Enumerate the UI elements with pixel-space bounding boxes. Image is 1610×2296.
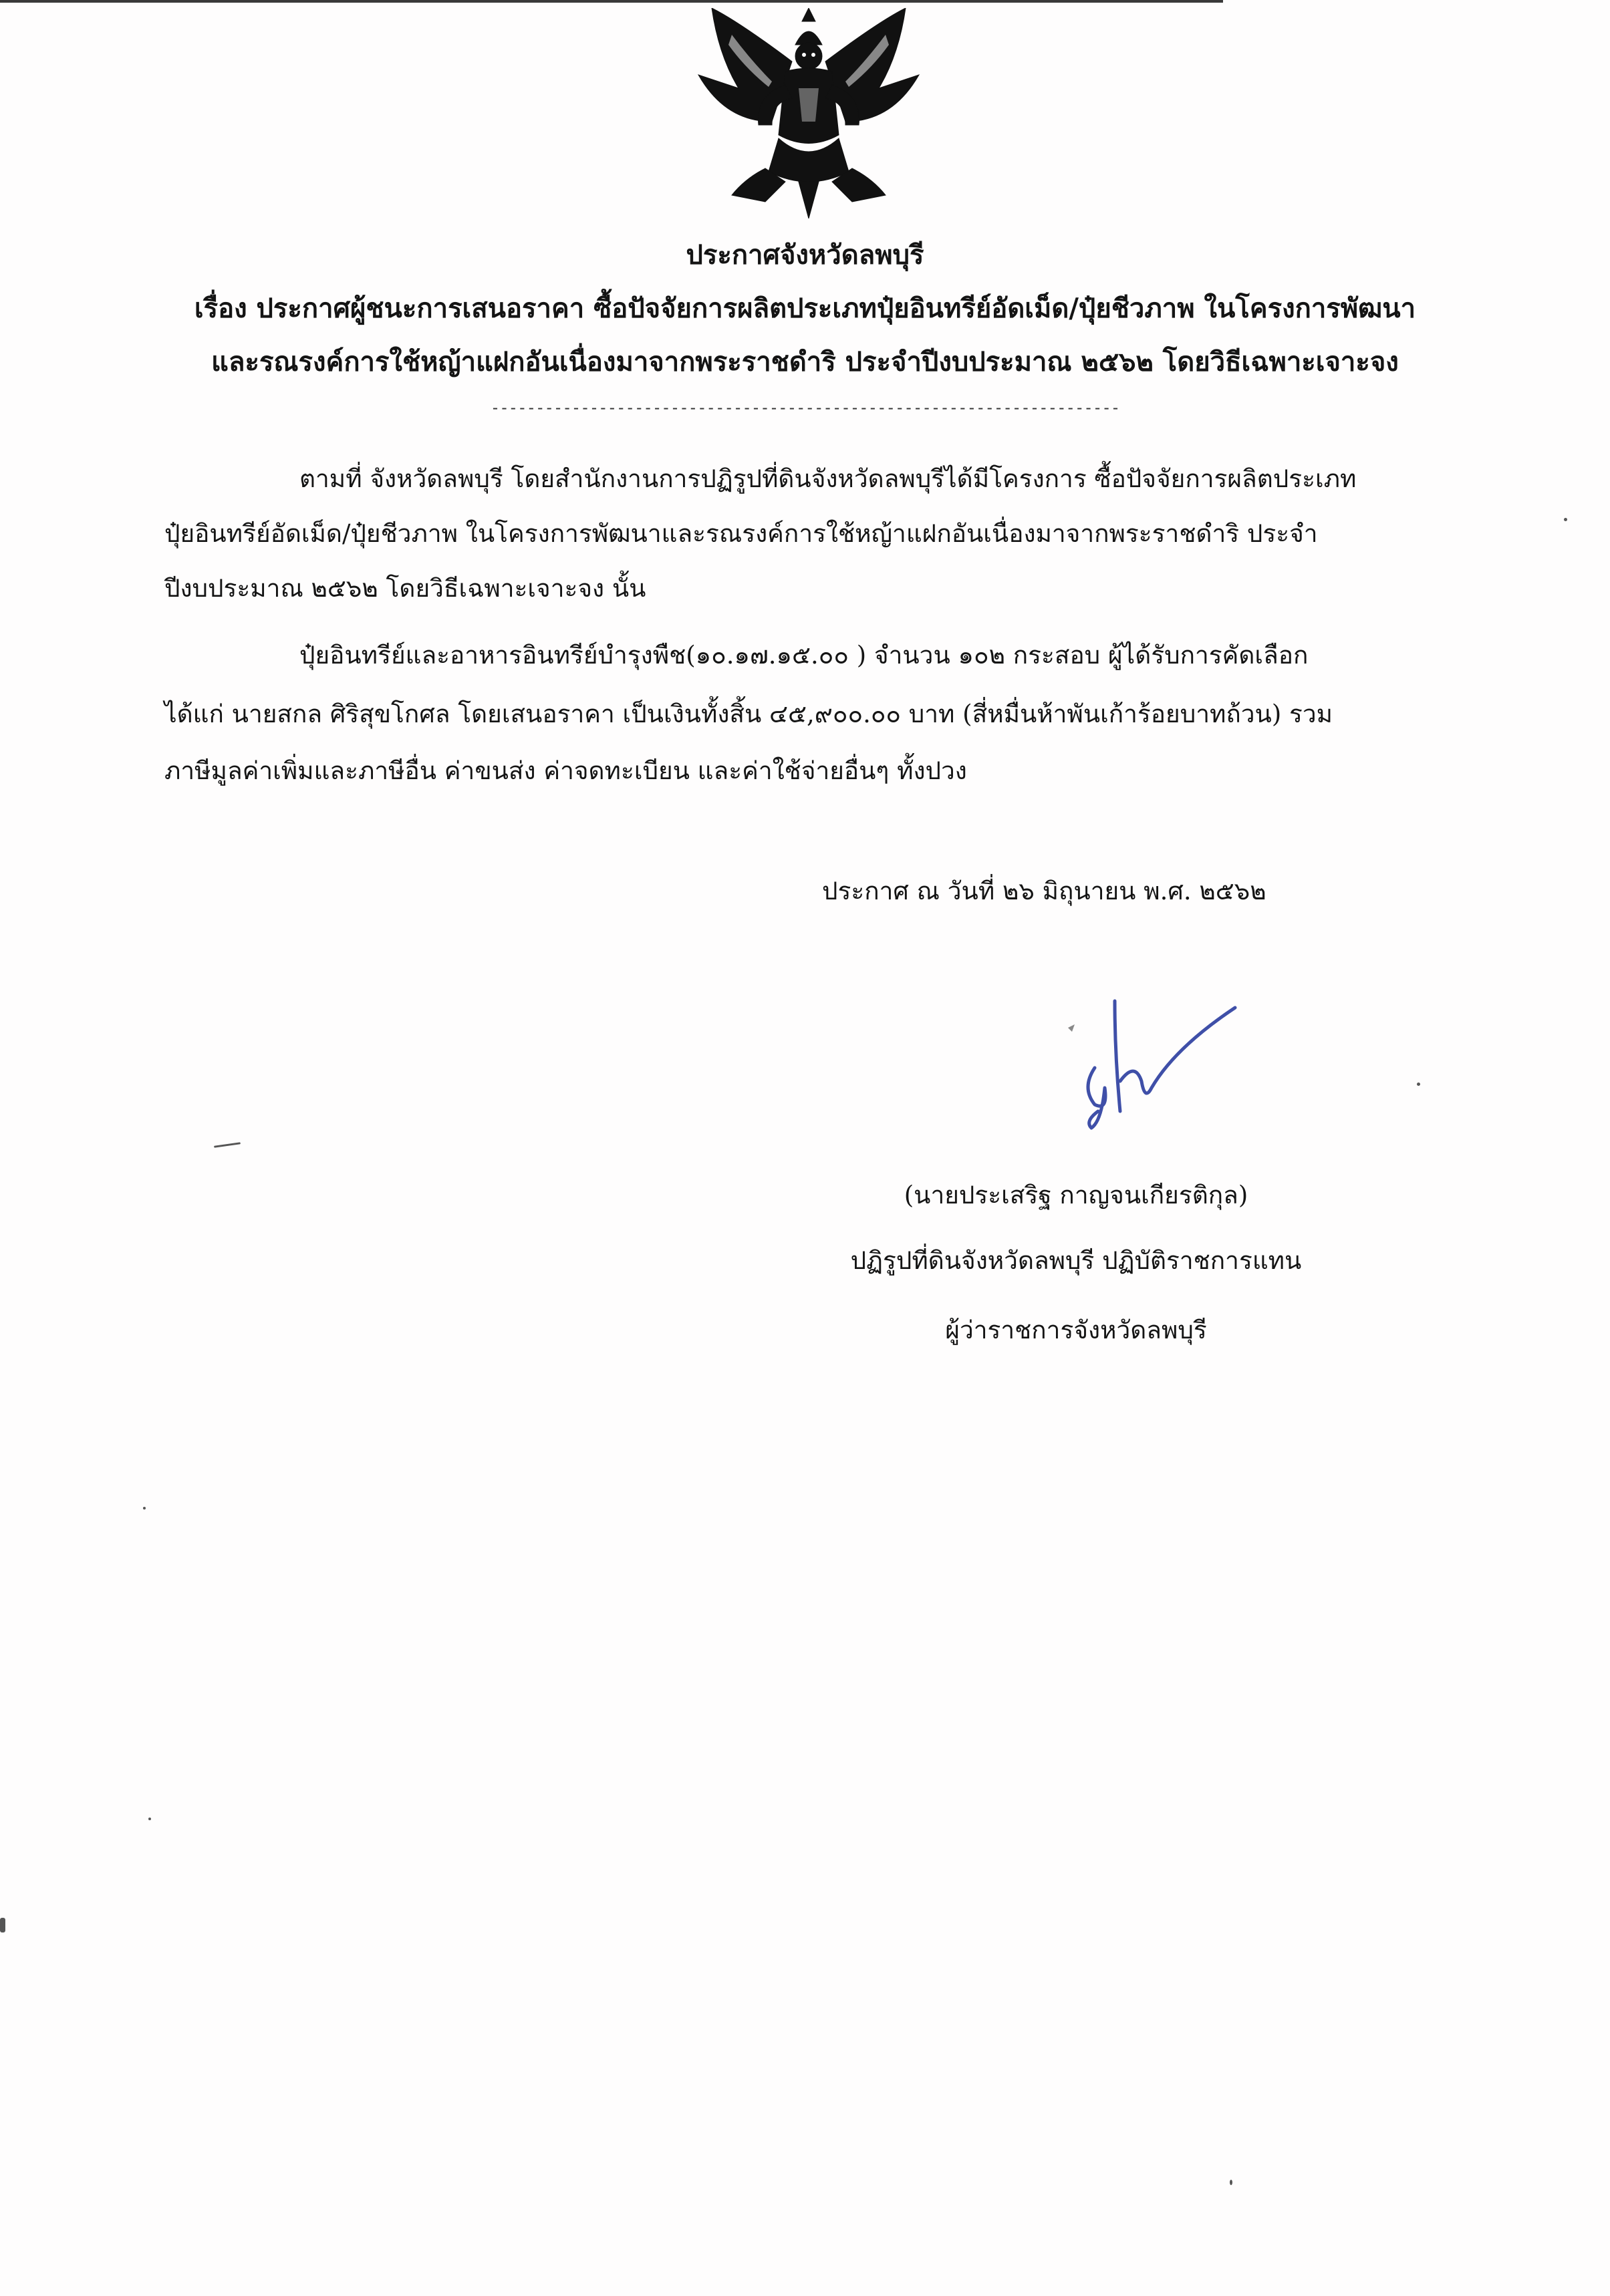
scan-mark (1417, 1083, 1420, 1086)
scan-mark (143, 1507, 146, 1510)
handwritten-signature-icon (1068, 988, 1255, 1135)
announcement-date: ประกาศ ณ วันที่ ๒๖ มิถุนายน พ.ศ. ๒๕๖๒ (822, 877, 1266, 905)
scan-mark (1564, 518, 1567, 521)
paragraph-1-line-2: ปุ๋ยอินทรีย์อัดเม็ด/ปุ๋ยชีวภาพ ในโครงการพัฒนาและรณรงค์การใช้หญ้าแฝกอันเนื่องมาจากพระราชดำริ ประจำ (164, 519, 1318, 548)
signer-position-1: ปฏิรูปที่ดินจังหวัดลพบุรี ปฏิบัติราชการแทน (850, 1246, 1302, 1275)
paragraph-2-line-1: ปุ๋ยอินทรีย์และอาหารอินทรีย์บำรุงพืช(๑๐.๑๗.๑๕.๐๐ ) จำนวน ๑๐๒ กระสอบ ผู้ได้รับการคัดเลือก (299, 641, 1309, 670)
garuda-emblem-icon (692, 8, 926, 219)
separator-line: ---------------------------------------------------------------------- (490, 398, 1120, 417)
scan-mark (148, 1818, 151, 1820)
subject-line-1: เรื่อง ประกาศผู้ชนะการเสนอราคา ซื้อปัจจัยการผลิตประเภทปุ๋ยอินทรีย์อัดเม็ด/ปุ๋ยชีวภาพ ในโครงการพัฒนา (194, 293, 1416, 324)
paragraph-1-line-3: ปีงบประมาณ ๒๕๖๒ โดยวิธีเฉพาะเจาะจง นั้น (164, 574, 646, 603)
signer-name: (นายประเสริฐ กาญจนเกียรติกุล) (904, 1181, 1248, 1209)
page-title: ประกาศจังหวัดลพบุรี (686, 239, 924, 271)
scan-mark (214, 1142, 241, 1148)
scan-mark (0, 1918, 5, 1932)
paragraph-2-line-2: ได้แก่ นายสกล ศิริสุขโกศล โดยเสนอราคา เป็นเงินทั้งสิ้น ๔๕,๙๐๐.๐๐ บาท (สี่หมื่นห้าพันเก้าร้อยบาทถ้วน) รวม (164, 700, 1333, 728)
subject-line-2: และรณรงค์การใช้หญ้าแฝกอันเนื่องมาจากพระราชดำริ ประจำปีงบประมาณ ๒๕๖๒ โดยวิธีเฉพาะเจาะจง (211, 346, 1399, 378)
scan-top-edge (0, 0, 1223, 3)
paragraph-1-line-1: ตามที่ จังหวัดลพบุรี โดยสำนักงานการปฏิรูปที่ดินจังหวัดลพบุรีได้มีโครงการ ซื้อปัจจัยการผลิตประเภท (299, 464, 1357, 493)
signer-position-2: ผู้ว่าราชการจังหวัดลพบุรี (945, 1316, 1207, 1344)
scan-mark (1230, 2180, 1232, 2185)
paragraph-2-line-3: ภาษีมูลค่าเพิ่มและภาษีอื่น ค่าขนส่ง ค่าจดทะเบียน และค่าใช้จ่ายอื่นๆ ทั้งปวง (164, 756, 967, 785)
